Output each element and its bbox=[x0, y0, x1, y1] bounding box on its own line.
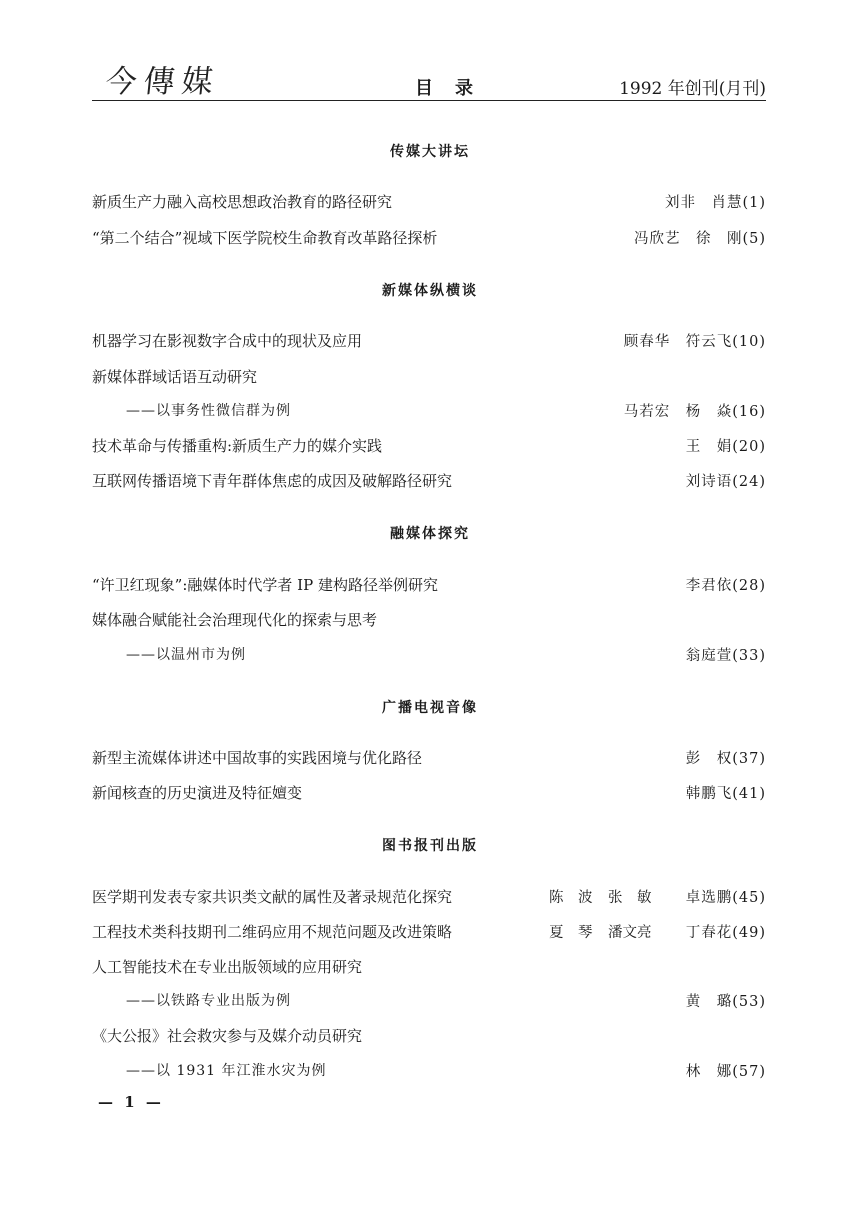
entry-authors: 刘非 肖慧(1) bbox=[664, 195, 766, 211]
toc-entry[interactable] bbox=[92, 330, 766, 354]
entry-title: 新媒体群域话语互动研究 bbox=[92, 368, 258, 386]
entry-subtitle: ——以铁路专业出版为例 bbox=[126, 993, 291, 1009]
toc-entry[interactable] bbox=[92, 747, 766, 771]
toc-entry[interactable] bbox=[92, 227, 766, 251]
entry-authors: 刘诗语(24) bbox=[685, 474, 766, 490]
entry-title: 技术革命与传播重构:新质生产力的媒介实践 bbox=[92, 437, 383, 455]
entry-authors: 韩鹏飞(41) bbox=[685, 786, 766, 802]
entry-title: 媒体融合赋能社会治理现代化的探索与思考 bbox=[92, 611, 378, 629]
entry-title: 《大公报》社会救灾参与及媒介动员研究 bbox=[92, 1027, 363, 1045]
section-heading: 广播电视音像 bbox=[382, 700, 478, 716]
toc-entry[interactable] bbox=[92, 191, 766, 215]
entry-author: 潘文亮 bbox=[608, 925, 652, 941]
page-title: 目录 bbox=[415, 78, 495, 99]
entry-title: 工程技术类科技期刊二维码应用不规范问题及改进策略 bbox=[92, 923, 453, 941]
entry-title: “第二个结合”视域下医学院校生命教育改革路径探析 bbox=[92, 229, 438, 247]
header-divider bbox=[92, 100, 766, 101]
toc-entry[interactable] bbox=[92, 470, 766, 494]
section-heading: 新媒体纵横谈 bbox=[382, 283, 478, 299]
toc-entry[interactable] bbox=[92, 782, 766, 806]
entry-title: “许卫红现象”:融媒体时代学者 IP 建构路径举例研究 bbox=[92, 576, 438, 594]
entry-author: 夏 琴 bbox=[549, 925, 593, 941]
section-heading: 融媒体探究 bbox=[390, 526, 470, 542]
entry-authors: 冯欣艺 徐 刚(5) bbox=[633, 231, 766, 247]
entry-title: 新型主流媒体讲述中国故事的实践困境与优化路径 bbox=[92, 749, 423, 767]
toc-entry-subtitle[interactable] bbox=[92, 990, 766, 1014]
founding-note: 1992 年创刊(月刊) bbox=[619, 79, 766, 99]
journal-logo: 今傳媒 bbox=[103, 64, 222, 100]
entry-authors: 王 娟(20) bbox=[685, 439, 766, 455]
entry-title: 人工智能技术在专业出版领域的应用研究 bbox=[92, 958, 363, 976]
entry-title: 新闻核查的历史演进及特征嬗变 bbox=[92, 784, 303, 802]
entry-authors: 林 娜(57) bbox=[685, 1064, 766, 1080]
entry-authors: 彭 权(37) bbox=[685, 751, 766, 767]
toc-entry[interactable] bbox=[92, 366, 766, 390]
section-heading: 图书报刊出版 bbox=[382, 838, 478, 854]
entry-subtitle: ——以事务性微信群为例 bbox=[126, 403, 291, 419]
entry-authors: 黄 璐(53) bbox=[685, 994, 766, 1010]
entry-authors: 翁庭萱(33) bbox=[685, 648, 766, 664]
toc-entry-subtitle[interactable] bbox=[92, 400, 766, 424]
toc-entry[interactable] bbox=[92, 609, 766, 633]
entry-authors: 马若宏 杨 焱(16) bbox=[623, 404, 766, 420]
entry-subtitle: ——以 1931 年江淮水灾为例 bbox=[126, 1063, 327, 1079]
entry-title: 医学期刊发表专家共识类文献的属性及著录规范化探究 bbox=[92, 888, 453, 906]
entry-author: 丁春花(49) bbox=[685, 925, 766, 941]
entry-author: 陈 波 bbox=[549, 890, 593, 906]
toc-entry[interactable] bbox=[92, 921, 766, 945]
toc-entry[interactable] bbox=[92, 574, 766, 598]
entry-authors: 李君依(28) bbox=[685, 578, 766, 594]
toc-entry[interactable] bbox=[92, 1025, 766, 1049]
entry-title: 新质生产力融入高校思想政治教育的路径研究 bbox=[92, 193, 393, 211]
entry-title: 互联网传播语境下青年群体焦虑的成因及破解路径研究 bbox=[92, 472, 453, 490]
toc-entry[interactable] bbox=[92, 886, 766, 910]
page-number: — 1 — bbox=[98, 1093, 164, 1111]
entry-title: 机器学习在影视数字合成中的现状及应用 bbox=[92, 332, 363, 350]
page-header bbox=[92, 56, 766, 100]
toc-entry[interactable] bbox=[92, 435, 766, 459]
section-heading: 传媒大讲坛 bbox=[390, 144, 470, 160]
entry-subtitle: ——以温州市为例 bbox=[126, 647, 246, 663]
toc-entry-subtitle[interactable] bbox=[92, 1060, 766, 1084]
entry-author: 张 敏 bbox=[608, 890, 652, 906]
toc-entry[interactable] bbox=[92, 956, 766, 980]
entry-author: 卓选鹏(45) bbox=[685, 890, 766, 906]
toc-entry-subtitle[interactable] bbox=[92, 644, 766, 668]
entry-authors: 顾春华 符云飞(10) bbox=[623, 334, 766, 350]
